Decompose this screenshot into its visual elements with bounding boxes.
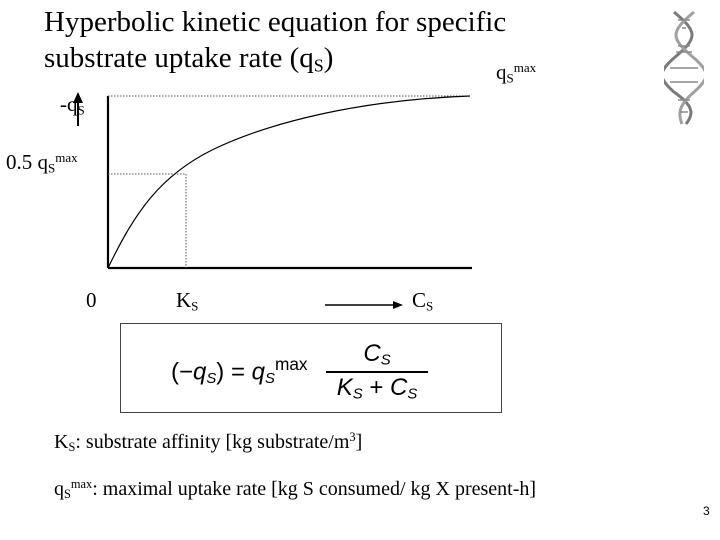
fraction-numerator: $C_S$ [363,340,391,369]
origin-label: 0 [86,288,97,312]
half-qsmax-label: 0.5 $q_S^{max}$ [6,150,78,176]
title-line-2-sub: S [313,55,324,76]
title-line-1: Hyperbolic kinetic equation for specific [44,6,507,38]
title-line-2-text: substrate uptake rate (q [44,42,314,74]
monod-equation [171,338,501,403]
ks-axis-label: $K_S$ [176,288,199,314]
fraction-denominator: $K_S + C_S$ [336,374,418,403]
saturation-curve [108,96,470,268]
qsmax-label: $q_S^{max}$ [496,60,537,86]
equation-lhs: $(-q_S) = q_S^{max}$ [171,354,308,388]
equation-fraction [326,338,428,403]
fraction-bar [326,371,428,373]
cs-arrow-icon [393,301,403,309]
ks-definition: $K_S$: substrate affinity [kg substrate/$m^3$] [54,430,363,454]
page-number: 3 [703,504,710,518]
cs-axis-label: $C_S$ [412,288,434,314]
y-axis-label: $-q_S$ [60,92,85,118]
formula-box [120,323,502,413]
qsmax-definition: $q_S^{max}$: maximal uptake rate [kg S consumed/ kg X present-h] [54,477,537,501]
title-line-2-end: ) [323,42,334,74]
